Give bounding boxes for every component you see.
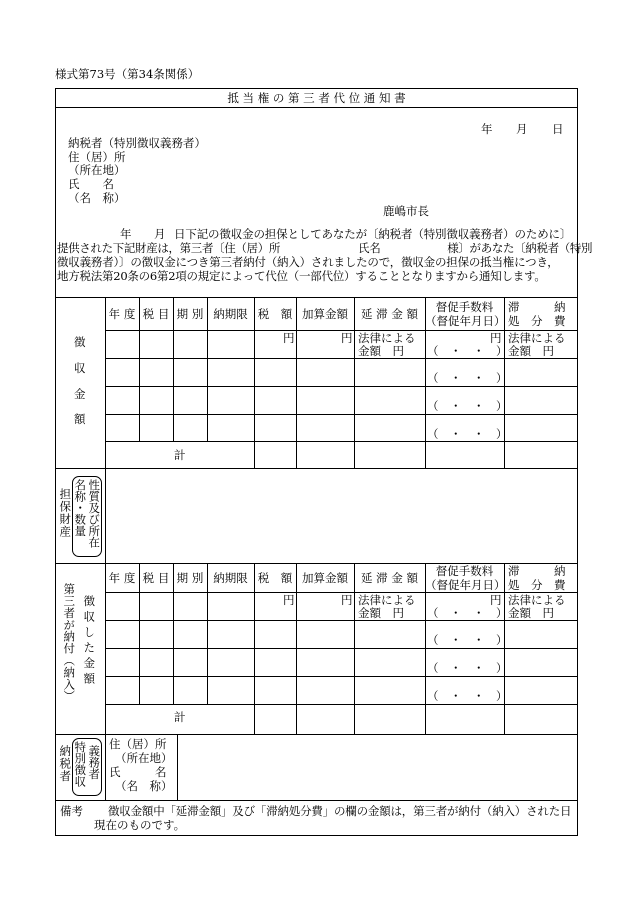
header2-disposal-2: 処 分 費 xyxy=(508,578,566,592)
payer-location: （所在地） xyxy=(115,751,173,765)
header2-due-date: 納期限 xyxy=(213,571,248,585)
header-tax-amount: 税 額 xyxy=(257,307,293,321)
header2-disposal-1: 滞 納 xyxy=(508,564,566,578)
total-label: 計 xyxy=(174,448,186,462)
collateral-label: 担保財産 xyxy=(58,488,73,538)
addressee-name-alt: （名 称） xyxy=(68,191,126,205)
collected-amount-label: 徴収した金額 xyxy=(82,595,97,688)
legal-amount-1: 法律による xyxy=(358,331,416,345)
header-delinquency: 延 滞 金 額 xyxy=(361,307,418,321)
reminder2-date-1: （ ・ ・ ） xyxy=(427,606,508,620)
date-month: 月 xyxy=(516,122,528,136)
header2-reminder-fee: 督促手数料 xyxy=(435,564,494,578)
header2-delinquency: 延 滞 金 額 xyxy=(361,571,418,585)
body-line3: 徴収義務者）〕の徴収金につき第三者納付（納入）されましたので，徴収金の担保の抵当権につき， xyxy=(57,255,559,269)
legal2-amount-1: 法律による xyxy=(358,593,416,607)
date-day: 日 xyxy=(552,122,564,136)
header-disposal-1: 滞 納 xyxy=(508,300,566,314)
legal-amount-2: 金額 円 xyxy=(358,344,404,358)
remarks-label: 備考 xyxy=(60,804,83,818)
form-number: 様式第73号（第34条関係） xyxy=(55,67,200,81)
header-disposal-2: 処 分 費 xyxy=(508,314,566,328)
disposal2-legal-2: 金額 円 xyxy=(508,606,554,620)
addressee-location: （所在地） xyxy=(68,163,126,177)
disposal2-legal-1: 法律による xyxy=(508,593,566,607)
header-term: 期 別 xyxy=(176,307,204,321)
body-year: 年 xyxy=(120,227,132,241)
header-tax-item: 税 目 xyxy=(142,307,170,321)
body-line2: 提供された下記財産は，第三者〔住（居）所 氏名 様〕があなた〔納税者（特別 xyxy=(57,241,593,255)
total2-label: 計 xyxy=(174,710,186,724)
reminder2-date-2: （ ・ ・ ） xyxy=(427,633,508,647)
header-reminder-fee: 督促手数料 xyxy=(435,300,494,314)
addressee-name: 氏 名 xyxy=(68,177,114,191)
body-month: 月 xyxy=(154,227,166,241)
payer-address: 住（居）所 xyxy=(109,737,167,751)
reminder-date-1: （ ・ ・ ） xyxy=(427,344,508,358)
disposal-legal-1: 法律による xyxy=(508,331,566,345)
header2-tax-item: 税 目 xyxy=(142,571,170,585)
third-party-label: 第三者が納付（納入） xyxy=(62,583,77,702)
disposal-legal-2: 金額 円 xyxy=(508,344,554,358)
reminder2-date-3: （ ・ ・ ） xyxy=(427,661,508,675)
header2-additional: 加算金額 xyxy=(302,571,348,585)
body-line1: 日下記の徴収金の担保としてあなたが〔納税者（特別徴収義務者）のために〕 xyxy=(174,227,572,241)
remarks-line1: 徴収金額中「延滞金額」及び「滞納処分費」の欄の金額は，第三者が納付（納入）された日 xyxy=(108,804,572,818)
collateral-nature: 性質及び所在 xyxy=(87,479,102,548)
addressee-address: 住（居）所 xyxy=(68,150,126,164)
yen-tax: 円 xyxy=(283,331,295,345)
section-collection-amount-label: 徴 収 金 額 xyxy=(74,335,86,427)
addressee-label: 納税者（特別徴収義務者） xyxy=(68,136,206,150)
remarks-line2: 現在のものです。 xyxy=(94,818,186,832)
header-due-date: 納期限 xyxy=(213,307,248,321)
yen2-additional: 円 xyxy=(341,593,353,607)
yen2-tax: 円 xyxy=(283,593,295,607)
header2-term: 期 別 xyxy=(176,571,204,585)
issuer: 鹿嶋市長 xyxy=(383,204,429,218)
reminder2-date-4: （ ・ ・ ） xyxy=(427,689,508,703)
notice-form xyxy=(55,88,578,836)
payer-obligor: 義務者 xyxy=(87,745,102,780)
header2-reminder-date: （督促年月日） xyxy=(425,578,506,592)
reminder-date-2: （ ・ ・ ） xyxy=(427,371,508,385)
legal2-amount-2: 金額 円 xyxy=(358,606,404,620)
collateral-names: 名称・数量 xyxy=(73,479,88,537)
header-reminder-date: （督促年月日） xyxy=(425,314,506,328)
payer-name: 氏 名 xyxy=(109,765,167,779)
form-title: 抵 当 権 の 第 三 者 代 位 通 知 書 xyxy=(227,91,406,105)
body-line4: 地方税法第20条の6第2項の規定によって代位（一部代位）することとなりますから通知します。 xyxy=(57,269,546,283)
yen-additional: 円 xyxy=(341,331,353,345)
header2-tax-amount: 税 額 xyxy=(257,571,293,585)
payer-name-alt: （名 称） xyxy=(115,779,173,793)
reminder-date-3: （ ・ ・ ） xyxy=(427,399,508,413)
payer-label: 納税者 xyxy=(58,745,73,783)
reminder-date-4: （ ・ ・ ） xyxy=(427,427,508,441)
header2-year: 年 度 xyxy=(108,571,136,585)
header-year: 年 度 xyxy=(108,307,136,321)
header-additional: 加算金額 xyxy=(302,307,348,321)
payer-special: 特別徴収 xyxy=(73,741,88,787)
date-year: 年 xyxy=(481,122,493,136)
yen2-reminder: 円 xyxy=(490,593,502,607)
yen-reminder: 円 xyxy=(490,331,502,345)
